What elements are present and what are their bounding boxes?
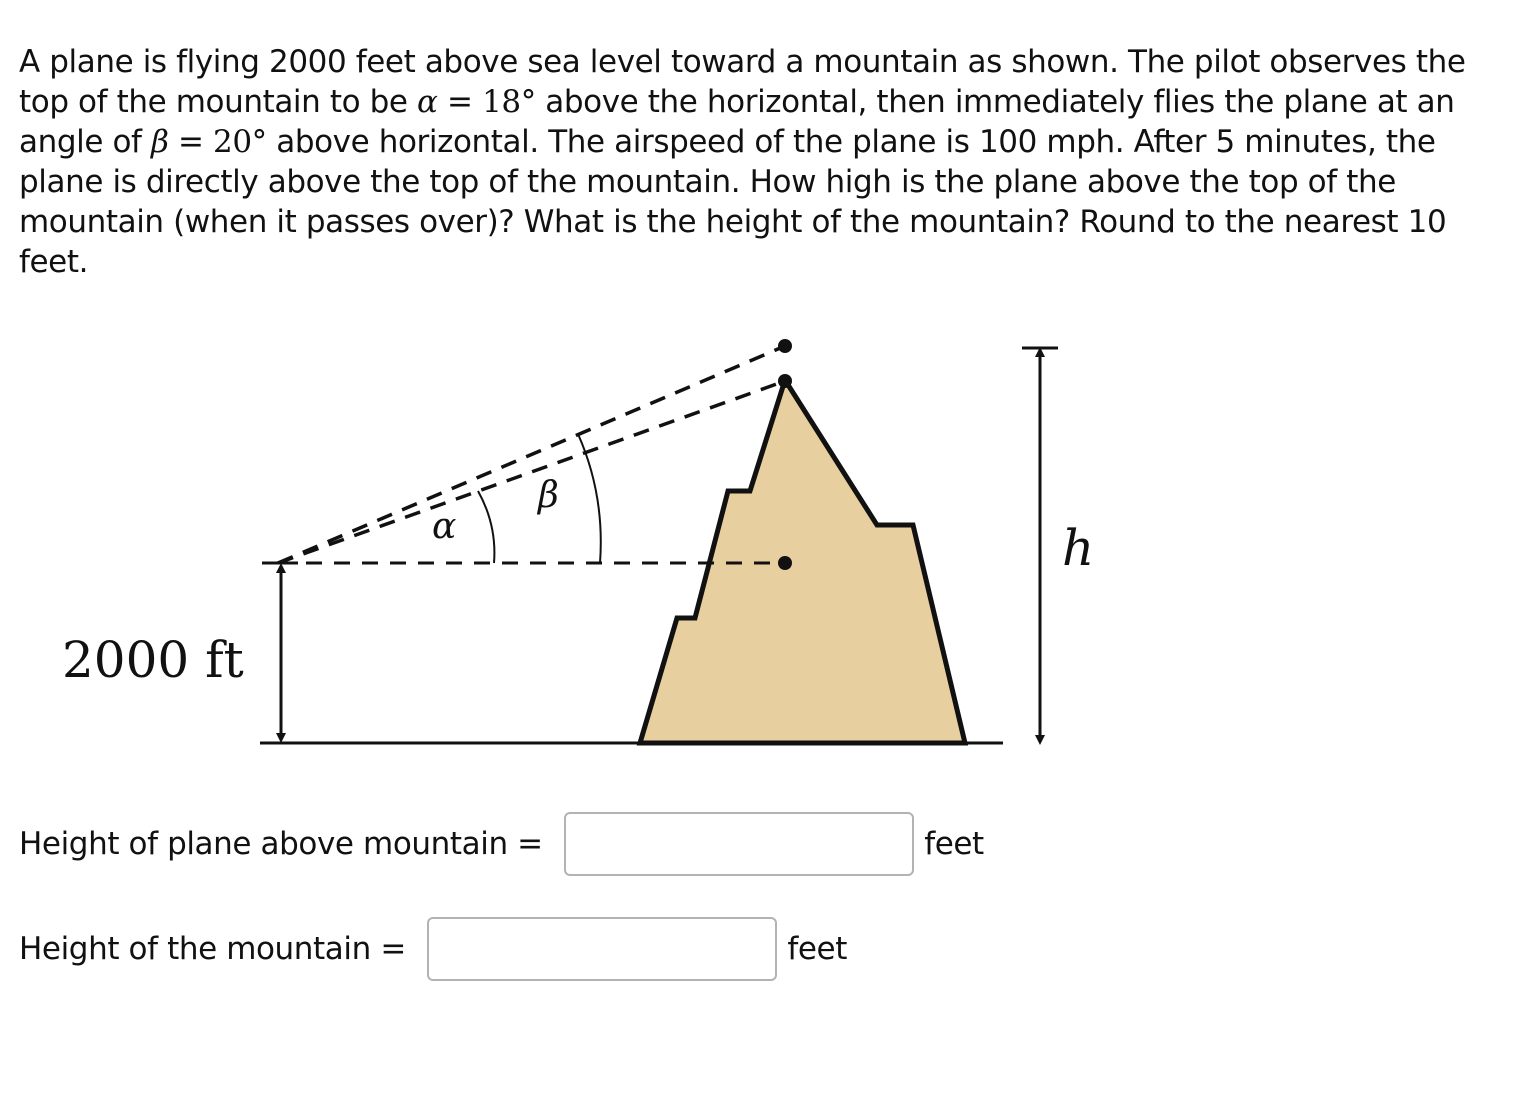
beta-arc xyxy=(578,434,601,563)
plane-above-input[interactable] xyxy=(564,812,914,876)
alpha-equals: = xyxy=(437,84,483,120)
sight-line-alpha xyxy=(278,381,785,563)
alpha-arc xyxy=(478,491,494,563)
plane-final-point xyxy=(778,339,792,353)
height-label: h xyxy=(1062,519,1095,577)
problem-text-part2: above the horizontal, then immediately flies the plane at an angle of xyxy=(19,84,1455,160)
altitude-label: 2000 ft xyxy=(62,631,244,689)
horizontal-end-point xyxy=(778,556,792,570)
answer-row-mountain xyxy=(19,917,847,981)
beta-equals: = xyxy=(168,124,214,160)
mountain-top-point xyxy=(778,374,792,388)
beta-value: 20° xyxy=(213,124,267,160)
beta-symbol: β xyxy=(151,124,169,160)
alpha-value: 18° xyxy=(482,84,536,120)
mountain-height-label: Height of the mountain = xyxy=(19,931,416,967)
problem-text-part3: above horizontal. The airspeed of the plane is 100 mph. After 5 minutes, the plane is directly above the top of the mountain. How high is the plane above the top of the mountain (when it passes over)? What is the height of the mountain? Round to the nearest 10 feet. xyxy=(19,124,1447,280)
mountain-height-input[interactable] xyxy=(427,917,777,981)
mountain-shape xyxy=(640,380,965,743)
plane-above-unit: feet xyxy=(924,826,984,862)
flight-path-beta xyxy=(278,346,785,563)
alpha-symbol: α xyxy=(417,84,438,120)
problem-text-part1: A plane is flying 2000 feet above sea level toward a mountain as shown. The pilot observes the top of the mountain to be xyxy=(19,44,1466,120)
beta-label: β xyxy=(538,475,559,516)
alpha-label: α xyxy=(432,506,457,547)
answer-row-plane-above xyxy=(19,812,984,876)
mountain-height-unit: feet xyxy=(787,931,847,967)
plane-above-label: Height of plane above mountain = xyxy=(19,826,553,862)
